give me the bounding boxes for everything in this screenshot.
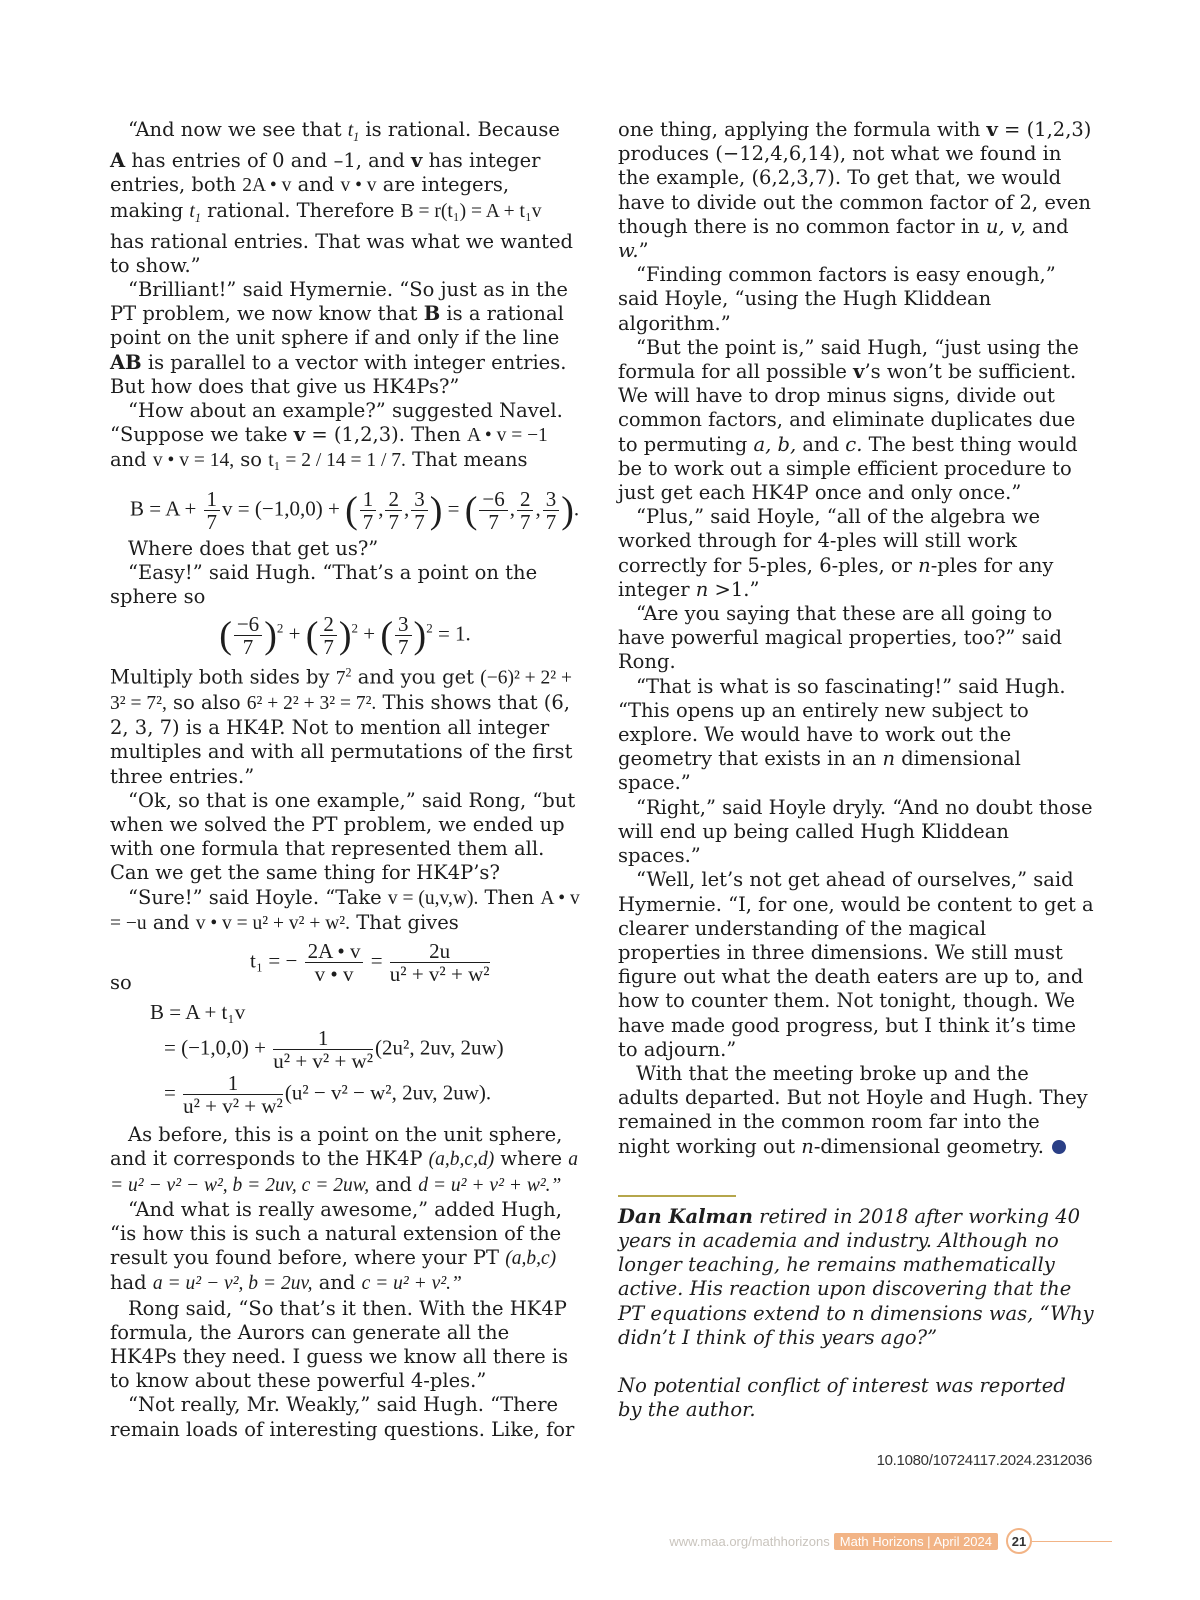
equation-t1: t₁ = − $\frac{2A • v}{v • v}$ = $\frac{2u}{\text{u² + v² + w²}}$ (250, 938, 490, 986)
paragraph: “Sure!” said Hoyle. “Take v = (u,v,w). Then A • v = −u and v • v = u² + v² + w². That gives (110, 885, 580, 934)
bio-divider (618, 1195, 736, 1197)
equation-b-example: B = A + $\frac{1}{7}$ v = (−1,0,0) + ( $\frac{1}{7}$ , $\frac{2}{7}$ , $\frac{3}{7}$ ) = ( $\frac{-6}{7}$ , $\frac{2}{7}$ , $\frac{3}{7}$ ). (130, 486, 580, 534)
journal-badge: Math Horizons | April 2024 (834, 1533, 998, 1550)
paragraph: “How about an example?” suggested Navel. “Suppose we take v = (1,2,3). Then A • v = −1 and v • v = 14, so t₁ = 2 / 14 = 1 / 7. That means (110, 399, 563, 472)
paragraph: With that the meeting broke up and the adults departed. But not Hoyle and Hugh. They remained in the common room far into the night working out n-dimensional geometry. (618, 1061, 1088, 1158)
footer-rule (1032, 1541, 1112, 1542)
paragraph: “Well, let’s not get ahead of ourselves,” said Hymernie. “I, for one, would be content to get a clearer understanding of the magical properties in three dimensions. We still must figure out what the death eaters are up to, and how to counter them. Not tonight, though. We have made good progress, but I think it’s time to adjourn.” (618, 868, 1094, 1061)
paragraph: “Ok, so that is one example,” said Rong, “but when we solved the PT problem, we ended up with one formula that represented them all. Can we get the same thing for HK4P’s? (110, 788, 576, 885)
paragraph: one thing, applying the formula with v = (1,2,3) produces (−12,4,6,14), not what we found in the example, (6,2,3,7). To get that, we would have to divide out the common factor of 2, even though there is no common factor in u, v, and w.” (618, 118, 1092, 263)
right-column (618, 118, 1094, 1422)
footer-url[interactable]: www.maa.org/mathhorizons (669, 1533, 830, 1549)
left-column (110, 118, 580, 1442)
paragraph: “Finding common factors is easy enough,” said Hoyle, “using the Hugh Kliddean algorithm.” (618, 263, 1056, 335)
paragraph: Multiply both sides by $7^2$ and you get (−6)² + 2² + 3² = 7², so also 6² + 2² + 3² = 7². This shows that (6, 2, 3, 7) is a HK4P. Not to mention all integer multiples and with all permutations of the first three entries.” (110, 665, 573, 788)
conflict-statement: No potential conflict of interest was reported by the author. (618, 1373, 1066, 1422)
paragraph: “Not really, Mr. Weakly,” said Hugh. “There remain loads of interesting questions. Like, for (110, 1393, 575, 1441)
paragraph: “And what is really awesome,” added Hugh, “is how this is such a natural extension of the result you found before, where your PT (a,b,c) had a = u² − v², b = 2uv, and c = u² + v².” (110, 1197, 562, 1295)
paragraph: Where does that get us?” (128, 536, 379, 560)
paragraph: “Plus,” said Hoyle, “all of the algebra we worked through for 4-ples will still work correctly for 5-ples, 6-ples, or n-ples for any integer n >1.” (618, 505, 1054, 601)
end-of-article-dot-icon (1052, 1140, 1066, 1154)
equation-b-general: B = A + t₁v = (−1,0,0) + $\frac{1}{\text{u² + v² + w²}}$ (2u², 2uv, 2uw) = $\frac{1}{\text{u² + v² + w²}}$ (u² − v² − w², 2uv, 2uw). (150, 1000, 504, 1119)
paragraph: so (110, 970, 132, 994)
page-footer (669, 1528, 1112, 1554)
equation-sphere: ( $\frac{-6}{7}$ )$^2$ + ( $\frac{2}{7}$ )$^2$ + ( $\frac{3}{7}$ )$^2$ = 1. (219, 612, 471, 660)
paragraph: “That is what is so fascinating!” said Hugh. “This opens up an entirely new subject to explore. We would have to work out the geometry that exists in an n dimensional space.” (618, 674, 1066, 795)
paragraph: “Easy!” said Hugh. “That’s a point on the sphere so (110, 560, 538, 609)
author-bio: Dan Kalman retired in 2018 after working 40 years in academia and industry. Although no longer teaching, he remains mathematically active. His reaction upon discovering that the PT equations extend to n dimensions was, “Why didn’t I think of this years ago?” (618, 1204, 1094, 1349)
paragraph: “And now we see that $t_1$ is rational. Because A has entries of 0 and –1, and v has integer entries, both 2A • v and v • v are integers, making $t_1$ rational. Therefore B = r(t₁) = A + t₁v has rational entries. That was what we wanted to show.” (110, 118, 574, 277)
doi: 10.1080/10724117.2024.2312036 (876, 1452, 1092, 1469)
paragraph: “Brilliant!” said Hymernie. “So just as in the PT problem, we now know that B is a rational point on the unit sphere if and only if the line AB is parallel to a vector with integer entries. But how does that give us HK4Ps?” (110, 278, 568, 398)
paragraph: “Are you saying that these are all going to have powerful magical properties, too?” said Rong. (618, 602, 1062, 674)
paragraph: As before, this is a point on the unit sphere, and it corresponds to the HK4P (a,b,c,d) where a = u² − v² − w², b = 2uv, c = 2uw, and d = u² + v² + w².” (110, 1123, 579, 1196)
paragraph: “But the point is,” said Hugh, “just using the formula for all possible v’s won’t be sufficient. We will have to drop minus signs, divide out common factors, and eliminate duplicates due to permuting a, b, and c. The best thing would be to work out a simple efficient procedure to just get each HK4P once and only once.” (618, 335, 1079, 505)
paragraph: Rong said, “So that’s it then. With the HK4P formula, the Aurors can generate all the HK4Ps they need. I guess we know all there is to know about these powerful 4-ples.” (110, 1296, 569, 1393)
page-number: 21 (1006, 1528, 1032, 1554)
paragraph: “Right,” said Hoyle dryly. “And no doubt those will end up being called Hugh Kliddean spaces.” (618, 795, 1093, 868)
